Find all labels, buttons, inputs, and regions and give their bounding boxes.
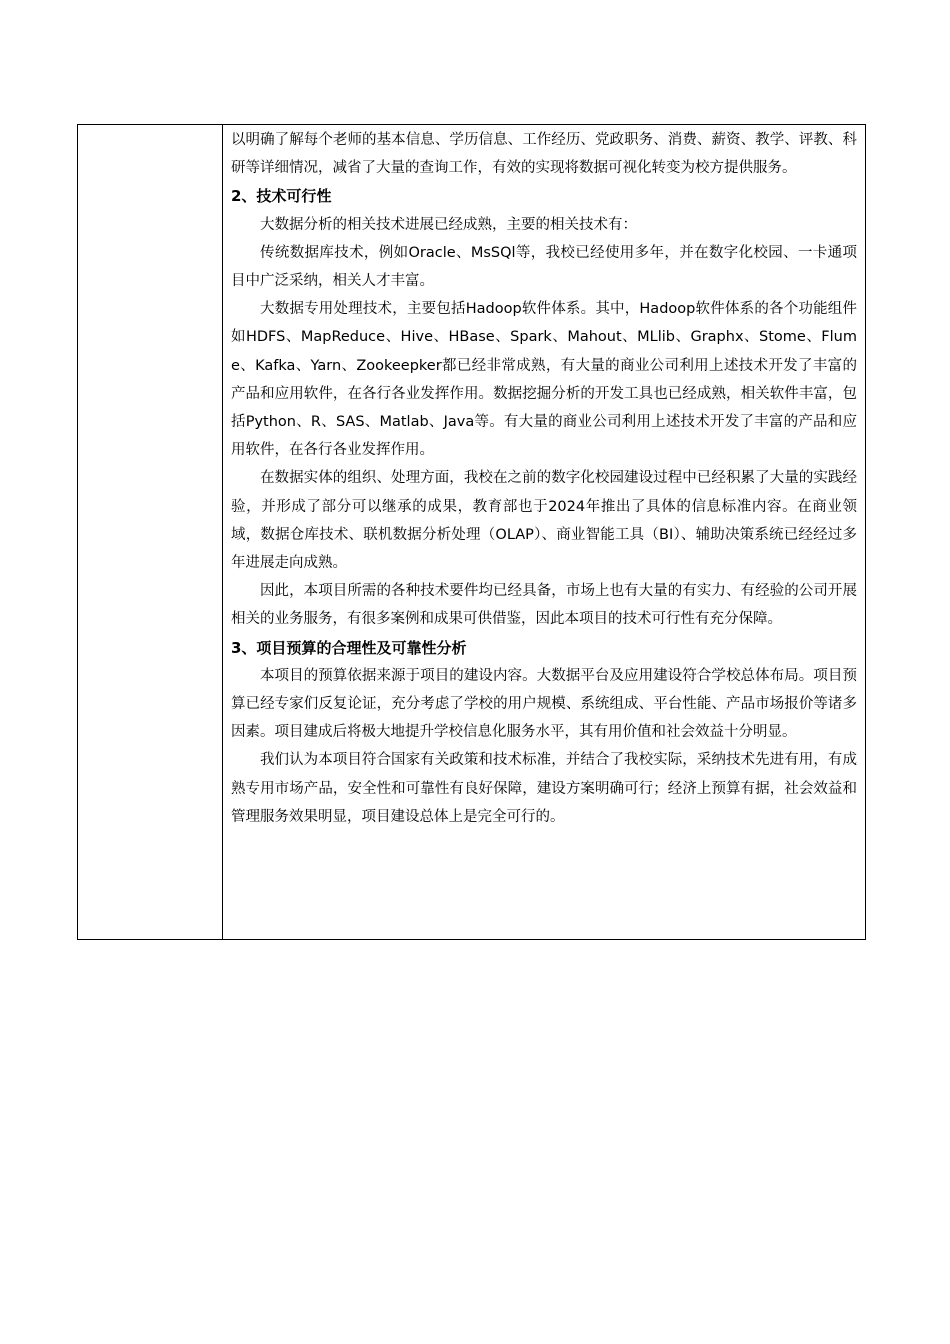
section2-paragraph-1: 大数据分析的相关技术进展已经成熟，主要的相关技术有：	[260, 216, 637, 233]
section3-paragraph-2: 我们认为本项目符合国家有关政策和技术标准，并结合了我校实际，采纳技术先进有用，有成熟专用市场产品，安全性和可靠性有良好保障，建设方案明确可行；经济上预算有据，社会效益和管理服务效果明显，项目建设总体上是完全可行的。	[231, 752, 857, 825]
section1-continuation: 以明确了解每个老师的基本信息、学历信息、工作经历、党政职务、消费、薪资、教学、评教、科研等详细情况，减省了大量的查询工作，有效的实现将数据可视化转变为校方提供服务。	[231, 132, 857, 177]
section2-paragraph-3: 大数据专用处理技术，主要包括Hadoop软件体系。其中，Hadoop软件体系的各个功能组件如HDFS、MapReduce、Hive、HBase、Spark、Mahout、MLlib、Graphx、Stome、Flume、Kafka、Yarn、Zookeepker都已经非常成熟，有大量的商业公司利用上述技术开发了丰富的产品和应用软件，在各行各业发挥作用。数据挖掘分析的开发工具也已经成熟，相关软件丰富，包括Python、R、SAS、Matlab、Java等。有大量的商业公司利用上述技术开发了丰富的产品和应用软件，在各行各业发挥作用。	[231, 301, 857, 459]
section2-paragraph-2: 传统数据库技术，例如Oracle、MsSQl等，我校已经使用多年，并在数字化校园、一卡通项目中广泛采纳，相关人才丰富。	[231, 244, 857, 290]
section2-paragraph-5: 因此，本项目所需的各种技术要件均已经具备，市场上也有大量的有实力、有经验的公司开展相关的业务服务，有很多案例和成果可供借鉴，因此本项目的技术可行性有充分保障。	[231, 583, 857, 628]
section3-paragraph-1: 本项目的预算依据来源于项目的建设内容。大数据平台及应用建设符合学校总体布局。项目预算已经专家们反复论证，充分考虑了学校的用户规模、系统组成、平台性能、产品市场报价等诸多因素。项目建成后将极大地提升学校信息化服务水平，其有用价值和社会效益十分明显。	[231, 667, 857, 741]
section2-paragraph-4: 在数据实体的组织、处理方面，我校在之前的数字化校园建设过程中已经积累了大量的实践经验，并形成了部分可以继承的成果，教育部也于2024年推出了具体的信息标准内容。在商业领域，数据仓库技术、联机数据分析处理（OLAP）、商业智能工具（BI）、辅助决策系统已经经过多年进展走向成熟。	[231, 470, 857, 572]
section3-heading: 3、项目预算的合理性及可靠性分析	[231, 638, 467, 657]
table-label-cell	[78, 125, 223, 939]
document-table	[77, 124, 866, 940]
table-content-cell	[223, 125, 865, 939]
section2-heading: 2、技术可行性	[231, 187, 332, 206]
